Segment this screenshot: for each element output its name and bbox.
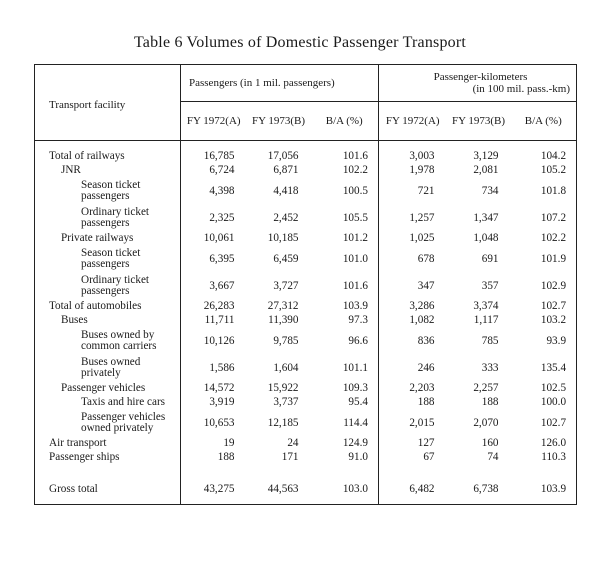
cell: 1,604 bbox=[273, 361, 299, 374]
cell: 11,390 bbox=[268, 314, 299, 326]
cell: 734 bbox=[481, 184, 499, 197]
cell: 678 bbox=[379, 245, 447, 272]
cell: 2,070 bbox=[473, 416, 499, 429]
table-row-gross-total bbox=[35, 474, 577, 505]
table-row bbox=[35, 141, 577, 164]
cell: 107.2 bbox=[540, 211, 567, 224]
cell: 44,563 bbox=[267, 483, 299, 495]
table-row bbox=[35, 299, 577, 313]
cell: 4,418 bbox=[273, 184, 299, 197]
cell: 104.2 bbox=[540, 150, 567, 162]
row-label: Passenger vehicles bbox=[61, 381, 146, 394]
cell: 91.0 bbox=[348, 451, 368, 463]
cell: 43,275 bbox=[181, 474, 247, 505]
cell: 102.9 bbox=[540, 279, 567, 292]
cell: 836 bbox=[379, 327, 447, 354]
cell: 3,667 bbox=[181, 272, 247, 299]
row-label: Season ticket passengers bbox=[81, 246, 141, 270]
cell: 6,871 bbox=[273, 164, 299, 176]
cell: 24 bbox=[287, 437, 299, 449]
cell: 2,452 bbox=[273, 211, 299, 224]
cell: 102.7 bbox=[540, 300, 567, 312]
cell: 97.3 bbox=[348, 314, 368, 326]
cell: 1,586 bbox=[181, 354, 247, 381]
cell: 101.9 bbox=[540, 252, 567, 265]
header-col-fy1972-passengers: FY 1972(A) bbox=[181, 102, 247, 141]
row-label: Season ticket passengers bbox=[81, 178, 141, 202]
row-label: Private railways bbox=[61, 231, 134, 244]
cell: 10,185 bbox=[267, 232, 299, 244]
row-label: JNR bbox=[61, 163, 81, 176]
cell: 1,978 bbox=[379, 163, 447, 177]
cell: 171 bbox=[281, 451, 299, 463]
cell: 100.0 bbox=[540, 396, 567, 408]
cell: 102.7 bbox=[540, 416, 567, 429]
cell: 101.6 bbox=[342, 150, 368, 162]
table-row bbox=[35, 327, 577, 354]
cell: 2,203 bbox=[379, 381, 447, 395]
row-label: Ordinary ticket passengers bbox=[81, 205, 150, 229]
cell: 3,919 bbox=[181, 395, 247, 409]
cell: 6,459 bbox=[273, 252, 299, 265]
cell: 101.2 bbox=[342, 232, 368, 244]
row-label: Passenger ships bbox=[49, 450, 120, 463]
cell: 4,398 bbox=[181, 177, 247, 204]
cell: 2,257 bbox=[473, 382, 499, 394]
cell: 101.6 bbox=[342, 279, 368, 292]
cell: 188 bbox=[379, 395, 447, 409]
cell: 67 bbox=[379, 450, 447, 464]
cell: 102.5 bbox=[540, 382, 567, 394]
cell: 135.4 bbox=[540, 361, 567, 374]
cell: 6,724 bbox=[181, 163, 247, 177]
cell: 188 bbox=[181, 450, 247, 464]
row-label: Buses owned privately bbox=[81, 355, 141, 379]
cell: 3,737 bbox=[273, 396, 299, 408]
cell: 9,785 bbox=[273, 334, 299, 347]
cell: 2,081 bbox=[473, 164, 499, 176]
header-passenger-km-group bbox=[379, 65, 577, 102]
cell: 3,129 bbox=[473, 150, 499, 162]
cell: 188 bbox=[481, 396, 499, 408]
cell: 333 bbox=[481, 361, 499, 374]
row-label: Buses owned by common carriers bbox=[81, 328, 157, 352]
cell: 127 bbox=[379, 436, 447, 450]
cell: 26,283 bbox=[181, 299, 247, 313]
cell: 110.3 bbox=[541, 451, 567, 463]
cell: 1,257 bbox=[379, 204, 447, 231]
cell: 101.1 bbox=[342, 361, 368, 374]
table-title: Table 6 Volumes of Domestic Passenger Transport bbox=[133, 34, 467, 51]
table-row bbox=[35, 231, 577, 245]
header-passenger-km-line2: (in 100 mil. pass.-km) bbox=[472, 83, 571, 95]
table-row bbox=[35, 163, 577, 177]
header-col-fy1973-passengers: FY 1973(B) bbox=[247, 102, 311, 141]
cell: 10,061 bbox=[181, 231, 247, 245]
cell: 10,126 bbox=[181, 327, 247, 354]
table-row bbox=[35, 409, 577, 436]
table-row bbox=[35, 313, 577, 327]
cell: 6,395 bbox=[181, 245, 247, 272]
header-col-ratio-pkm: B/A (%) bbox=[511, 102, 577, 141]
table-row bbox=[35, 245, 577, 272]
cell: 347 bbox=[379, 272, 447, 299]
row-label: Air transport bbox=[49, 436, 107, 449]
cell: 246 bbox=[379, 354, 447, 381]
cell: 11,711 bbox=[181, 313, 247, 327]
spacer-row bbox=[35, 464, 577, 474]
cell: 95.4 bbox=[348, 396, 368, 408]
header-transport-facility: Transport facility bbox=[35, 65, 181, 141]
cell: 103.0 bbox=[342, 483, 368, 495]
cell: 2,015 bbox=[379, 409, 447, 436]
row-label: Total of automobiles bbox=[49, 299, 142, 312]
cell: 691 bbox=[481, 252, 499, 265]
cell: 1,082 bbox=[379, 313, 447, 327]
cell: 124.9 bbox=[342, 437, 368, 449]
cell: 93.9 bbox=[546, 334, 567, 347]
cell: 27,312 bbox=[267, 300, 299, 312]
row-label: Gross total bbox=[49, 482, 98, 495]
header-passenger-km-line1: Passenger-kilometers bbox=[433, 71, 528, 83]
cell: 19 bbox=[181, 436, 247, 450]
cell: 1,025 bbox=[379, 231, 447, 245]
cell: 103.9 bbox=[540, 483, 567, 495]
cell: 2,325 bbox=[181, 204, 247, 231]
cell: 3,727 bbox=[273, 279, 299, 292]
cell: 105.5 bbox=[342, 211, 368, 224]
cell: 10,653 bbox=[181, 409, 247, 436]
cell: 15,922 bbox=[267, 382, 299, 394]
cell: 101.0 bbox=[342, 252, 368, 265]
table-row bbox=[35, 354, 577, 381]
cell: 3,003 bbox=[379, 141, 447, 164]
cell: 3,286 bbox=[379, 299, 447, 313]
passenger-transport-table bbox=[34, 64, 577, 505]
cell: 160 bbox=[481, 437, 499, 449]
table-row bbox=[35, 395, 577, 409]
cell: 101.8 bbox=[540, 184, 567, 197]
table-row bbox=[35, 381, 577, 395]
cell: 102.2 bbox=[342, 164, 368, 176]
cell: 105.2 bbox=[540, 164, 567, 176]
cell: 103.2 bbox=[540, 314, 567, 326]
cell: 1,347 bbox=[473, 211, 499, 224]
cell: 96.6 bbox=[348, 334, 368, 347]
cell: 74 bbox=[487, 451, 499, 463]
row-label: Total of railways bbox=[49, 149, 125, 162]
table-row bbox=[35, 272, 577, 299]
cell: 114.4 bbox=[343, 416, 368, 429]
table-container bbox=[34, 64, 576, 505]
table-row bbox=[35, 177, 577, 204]
cell: 100.5 bbox=[342, 184, 368, 197]
cell: 12,185 bbox=[267, 416, 299, 429]
cell: 103.9 bbox=[342, 300, 368, 312]
table-row bbox=[35, 436, 577, 450]
cell: 357 bbox=[481, 279, 499, 292]
table-row bbox=[35, 204, 577, 231]
row-label: Taxis and hire cars bbox=[81, 395, 166, 408]
row-label: Passenger vehicles owned privately bbox=[81, 410, 166, 434]
cell: 6,738 bbox=[473, 483, 499, 495]
table-row bbox=[35, 450, 577, 464]
cell: 109.3 bbox=[342, 382, 368, 394]
row-label: Buses bbox=[61, 313, 88, 326]
cell: 14,572 bbox=[181, 381, 247, 395]
header-col-fy1973-pkm: FY 1973(B) bbox=[447, 102, 511, 141]
cell: 721 bbox=[379, 177, 447, 204]
header-passengers-group: Passengers (in 1 mil. passengers) bbox=[181, 65, 379, 102]
header-col-ratio-passengers: B/A (%) bbox=[311, 102, 379, 141]
cell: 1,117 bbox=[473, 314, 499, 326]
cell: 1,048 bbox=[473, 232, 499, 244]
cell: 3,374 bbox=[473, 300, 499, 312]
cell: 17,056 bbox=[267, 150, 299, 162]
row-label: Ordinary ticket passengers bbox=[81, 273, 150, 297]
cell: 126.0 bbox=[540, 437, 567, 449]
cell: 6,482 bbox=[379, 474, 447, 505]
cell: 16,785 bbox=[181, 141, 247, 164]
cell: 785 bbox=[481, 334, 499, 347]
cell: 102.2 bbox=[540, 232, 567, 244]
header-col-fy1972-pkm: FY 1972(A) bbox=[379, 102, 447, 141]
